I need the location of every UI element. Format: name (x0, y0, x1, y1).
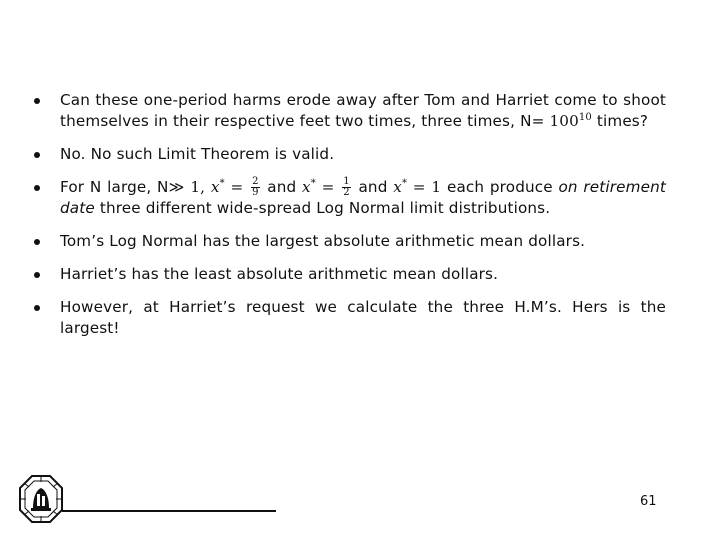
bullet-item (34, 264, 666, 285)
bullet-text: and (261, 178, 303, 196)
bullet-dot-icon (34, 272, 40, 278)
bullet-text: and (352, 178, 394, 196)
bullet-text: three different wide-spread Log Normal limit distributions. (94, 199, 551, 217)
footer-rule (62, 510, 276, 512)
bullet-text: However, at Harriet’s request we calculate the three H.M’s. Hers is the largest! (60, 298, 666, 337)
bullet-dot-icon (34, 239, 40, 245)
bullet-text: times? (591, 112, 649, 130)
bullet-dot-icon (34, 185, 40, 191)
emphasis-text: on retirement date (60, 178, 666, 217)
bullet-text: For N large, N (60, 178, 169, 196)
math-x: x (393, 178, 402, 196)
bullet-item (34, 144, 666, 165)
bullet-text: Can these one-period harms erode away after Tom and Harriet come to shoot themselves in their respective feet two times, three times, N= (60, 91, 666, 130)
math-equals: = (224, 178, 250, 196)
math-one: 1 (431, 178, 442, 196)
octagon-seal-icon (18, 474, 64, 524)
math-base: 100 (549, 112, 579, 130)
bullet-dot-icon (34, 98, 40, 104)
bullet-text: Tom’s Log Normal has the largest absolute arithmetic mean dollars. (60, 232, 586, 250)
math-star: * (401, 177, 408, 189)
fraction-one-half: $\frac{1}{2}$ (343, 176, 350, 198)
math-equals: = (407, 178, 432, 196)
bullet-list (34, 90, 666, 351)
bullet-dot-icon (34, 305, 40, 311)
math-x: x (302, 178, 311, 196)
math-one: 1, (184, 178, 211, 196)
bullet-item (34, 177, 666, 219)
math-star: * (219, 177, 225, 189)
bullet-item (34, 297, 666, 339)
bullet-text: each produce (441, 178, 559, 196)
fraction-two-ninths: $\frac{2}{9}$ (252, 176, 259, 198)
math-x: x (210, 178, 220, 196)
bullet-text: No. No such Limit Theorem is valid. (60, 145, 335, 163)
much-greater-symbol: ≫ (168, 178, 185, 196)
bullet-dot-icon (34, 152, 40, 158)
bullet-text: Harriet’s has the least absolute arithmetic mean dollars. (60, 265, 499, 283)
bullet-item (34, 90, 666, 132)
math-star: * (310, 177, 316, 189)
math-equals: = (315, 178, 341, 196)
page-number: 61 (640, 494, 657, 509)
bullet-item (34, 231, 666, 252)
math-exponent: 10 (578, 111, 592, 123)
